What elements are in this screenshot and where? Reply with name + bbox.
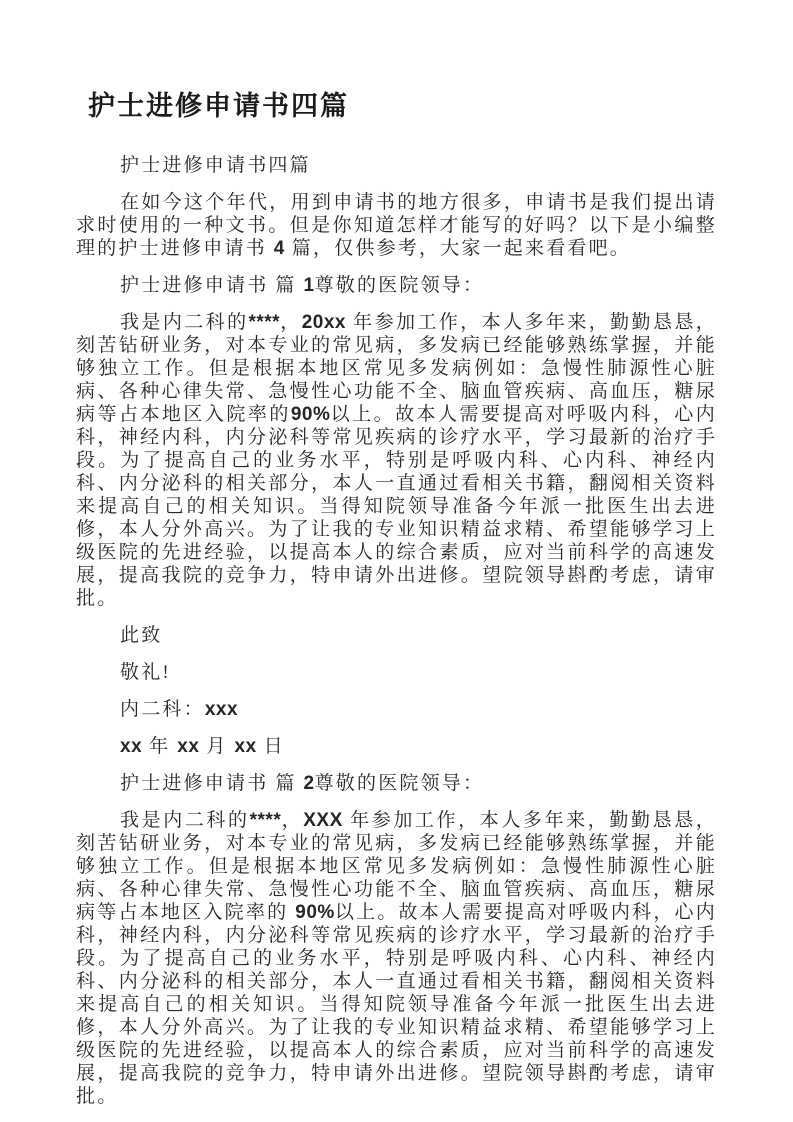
section-1-body: 我是内二科的****，20xx 年参加工作，本人多年来，勤勤恳恳，刻苦钻研业务，对本专业的常见病，多发病已经能够熟练掌握，并能够独立工作。但是根据本地区常见多发病例如：急慢性肺源性心脏病、各种心律失常、急慢性心功能不全、脑血管疾病、高血压，糖尿病等占本地区入院率的90%以上。故本人需要提高对呼吸内科，心内科，神经内科，内分泌科等常见疾病的诊疗水平，学习最新的治疗手段。为了提高自己的业务水平，特别是呼吸内科、心内科、神经内科、内分泌科的相关部分，本人一直通过看相关书籍，翻阅相关资料来提高自己的相关知识。当得知院领导准备今年派一批医生出去进修，本人分外高兴。为了让我的专业知识精益求精、希望能够学习上级医院的先进经验，以提高本人的综合素质，应对当前科学的高速发展，提高我院的竞争力，特申请外出进修。望院领导斟酌考虑，请审批。 [76, 312, 718, 609]
signature-department: 内二科：xxx [120, 699, 239, 720]
closing-regards: 此致 [120, 625, 163, 646]
section-1-heading: 护士进修申请书 篇 1尊敬的医院领导： [120, 275, 485, 296]
document-title: 护士进修申请书四篇 [88, 91, 349, 121]
section-2-body: 我是内二科的****，XXX 年参加工作，本人多年来，勤勤恳恳，刻苦钻研业务，对本专业的常见病，多发病已经能够熟练掌握，并能够独立工作。但是根据本地区常见多发病例如：急慢性肺源性心脏病、各种心律失常、急慢性心功能不全、脑血管疾病、高血压，糖尿病等占本地区入院率的 90%以上。故本人需要提高对呼吸内科，心内科，神经内科，内分泌科等常见疾病的诊疗水平，学习最新的治疗手段。为了提高自己的业务水平，特别是呼吸内科、心内科、神经内科、内分泌科的相关部分，本人一直通过看相关书籍，翻阅相关资料来提高自己的相关知识。当得知院领导准备今年派一批医生出去进修，本人分外高兴。为了让我的专业知识精益求精、希望能够学习上级医院的先进经验，以提高本人的综合素质，应对当前科学的高速发展，提高我院的竞争力，特申请外出进修。望院领导斟酌考虑，请审批。 [76, 810, 718, 1107]
doc-subtitle: 护士进修申请书四篇 [120, 155, 311, 176]
section-2-heading: 护士进修申请书 篇 2尊敬的医院领导： [120, 773, 485, 794]
closing-salute: 敬礼! [120, 662, 171, 683]
intro-paragraph: 在如今这个年代，用到申请书的地方很多，申请书是我们提出请求时使用的一种文书。但是你知道怎样才能写的好吗？以下是小编整理的护士进修申请书 4 篇，仅供参考，大家一起来看看吧。 [76, 192, 717, 259]
signature-date: xx 年 xx 月 xx 日 [120, 736, 285, 757]
document-body [76, 154, 717, 1108]
